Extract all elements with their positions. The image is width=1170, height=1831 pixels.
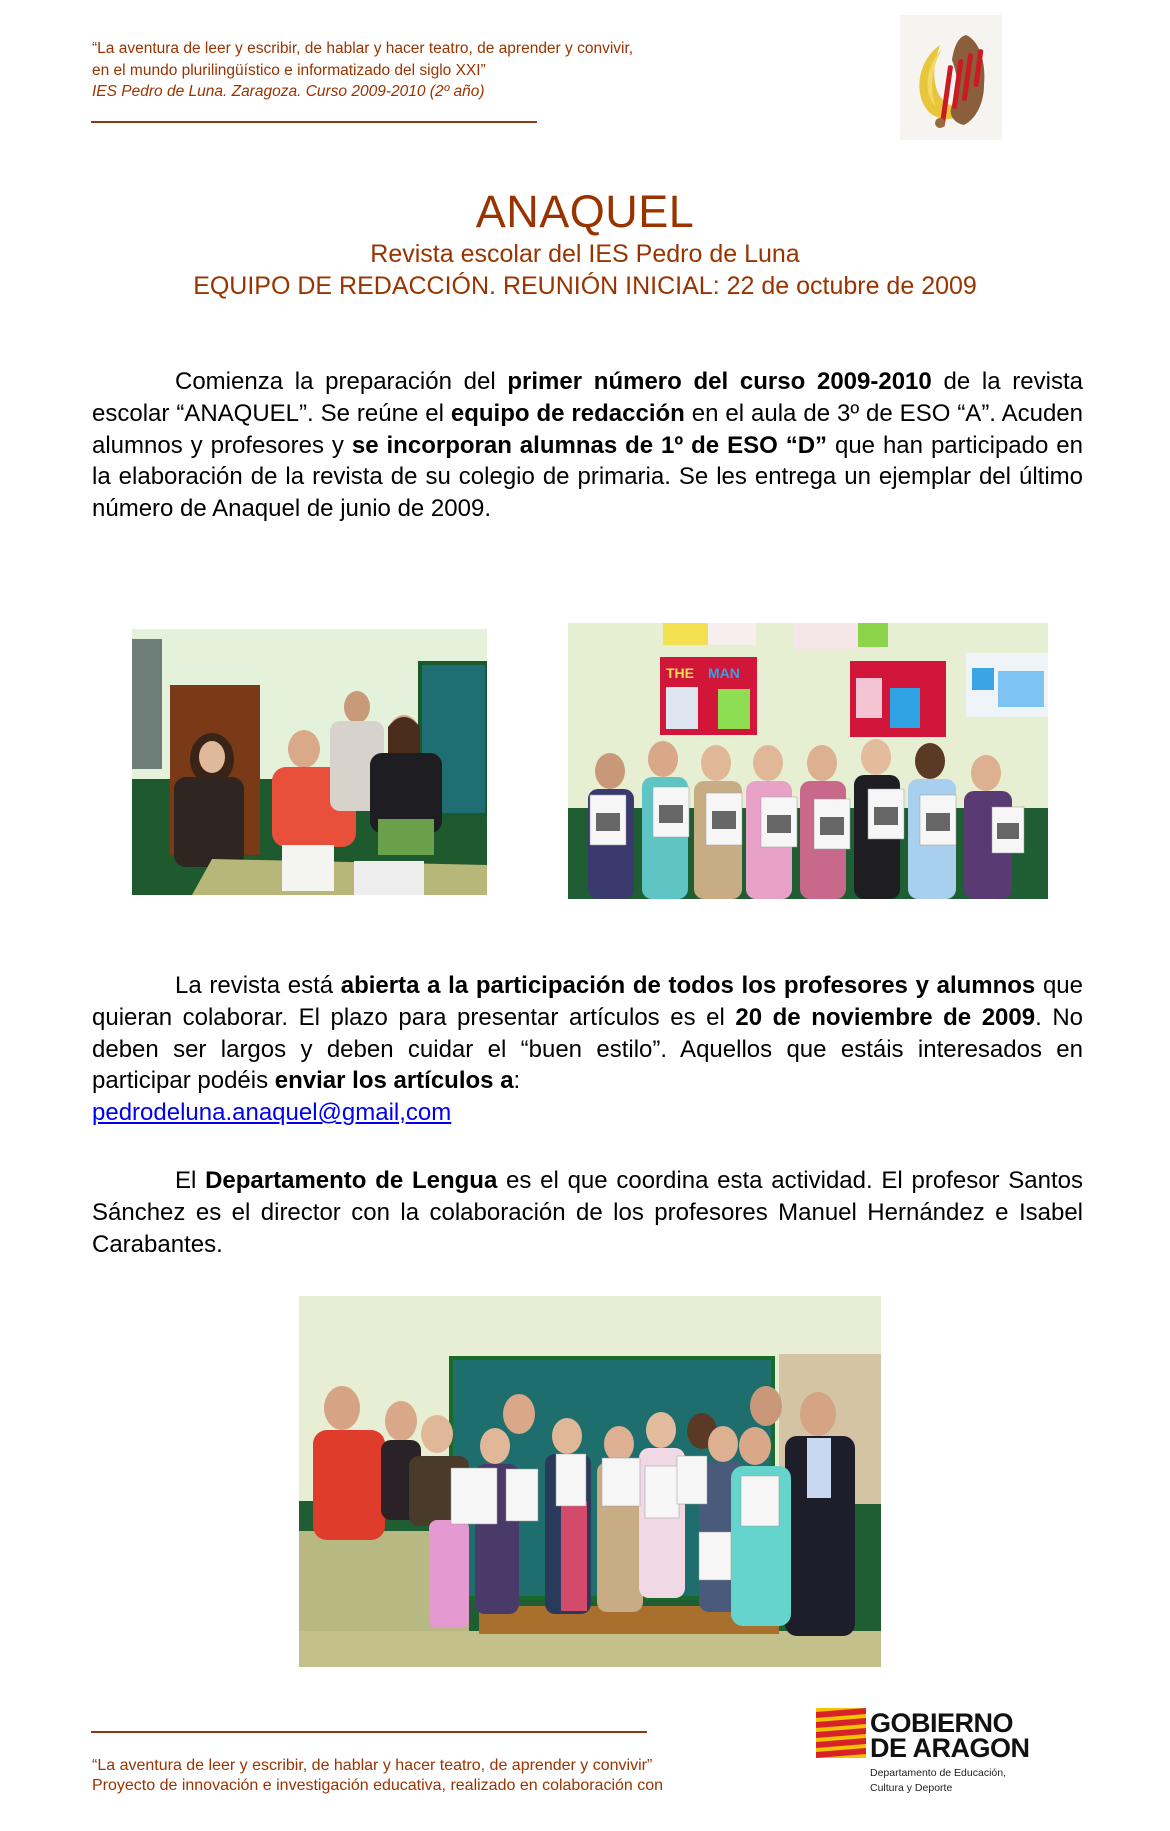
text: que han participado en la elaboración de la revista de su colegio de primaria. Se les entrega un ejemplar del último número de Anaquel de junio de 2009. [92, 431, 1083, 523]
footer-motto: “La aventura de leer y escribir, de hablar y hacer teatro, de aprender y convivir” [92, 1757, 653, 1774]
participation-paragraph [92, 970, 1083, 1129]
bold-text: 20 de noviembre de 2009 [735, 1003, 1036, 1031]
footer-text [92, 1756, 663, 1796]
footer-project-line: Proyecto de innovación e investigación educativa, realizado en colaboración con [92, 1777, 664, 1794]
ies-pedro-de-luna-logo-icon [900, 15, 1002, 140]
meeting-heading: EQUIPO DE REDACCIÓN. REUNIÓN INICIAL: 22 de octubre de 2009 [193, 272, 977, 300]
svg-text:MAN: MAN [708, 665, 740, 681]
department-line1: Departamento de Educación, [870, 1767, 1007, 1779]
students-photo [568, 623, 1048, 899]
department-line2: Cultura y Deporte [870, 1782, 953, 1794]
text: de la revista escolar “ANAQUEL”. Se reúne el [92, 368, 1083, 427]
svg-text:THE: THE [666, 665, 694, 681]
intro-paragraph [92, 366, 1083, 525]
header-school-line: IES Pedro de Luna. Zaragoza. Curso 2009-2010 (2º año) [92, 83, 485, 100]
bold-text: primer número del curso 2009-2010 [507, 368, 932, 395]
de-aragon-word: DE ARAGON [870, 1733, 1030, 1763]
department-name [870, 1766, 1006, 1796]
header-divider [91, 121, 537, 123]
aragon-flag-icon [816, 1708, 866, 1758]
teachers-photo [132, 629, 487, 895]
text: . No deben ser largos y deben cuidar el “buen estilo”. Aquellos que estáis interesados en participar podéis [92, 1003, 1084, 1095]
group-photo [299, 1296, 881, 1667]
header-text [92, 38, 633, 103]
bold-text: abierta a la participación de todos los profesores y alumnos [340, 972, 1036, 999]
header-motto-line1: “La aventura de leer y escribir, de hablar y hacer teatro, de aprender y convivir, [92, 40, 634, 57]
header-motto-line2: en el mundo plurilingüístico e informatizado del siglo XXI” [92, 61, 486, 79]
title-block [0, 186, 1170, 302]
magazine-subtitle: Revista escolar del IES Pedro de Luna [370, 240, 800, 268]
gobierno-word: GOBIERNO [870, 1708, 1014, 1738]
text: El [175, 1167, 206, 1194]
bold-text: equipo de redacción [450, 399, 685, 427]
text: La revista está [175, 972, 341, 999]
magazine-title: ANAQUEL [475, 186, 695, 237]
gobierno-de-aragon-logo [816, 1708, 1046, 1808]
bold-text: se incorporan alumnas de 1º de ESO “D” [351, 431, 828, 459]
text: en el aula de 3º de ESO “A”. Acuden alumnos y profesores y [92, 399, 1083, 459]
bold-text: Departamento de Lengua [205, 1167, 498, 1194]
text: que quieran colaborar. El plazo para presentar artículos es el [92, 972, 1083, 1031]
text: Comienza la preparación del [175, 368, 508, 395]
department-paragraph [92, 1165, 1083, 1260]
text: : [513, 1067, 521, 1095]
footer-divider [91, 1731, 647, 1733]
bold-text: enviar los artículos a [274, 1067, 514, 1095]
email-link[interactable]: pedrodeluna.anaquel@gmail,com [92, 1099, 452, 1127]
text: es el que coordina esta actividad. El profesor Santos Sánchez es el director con la colaboración de los profesores Manuel Hernández e Isabel Carabantes. [92, 1167, 1083, 1258]
